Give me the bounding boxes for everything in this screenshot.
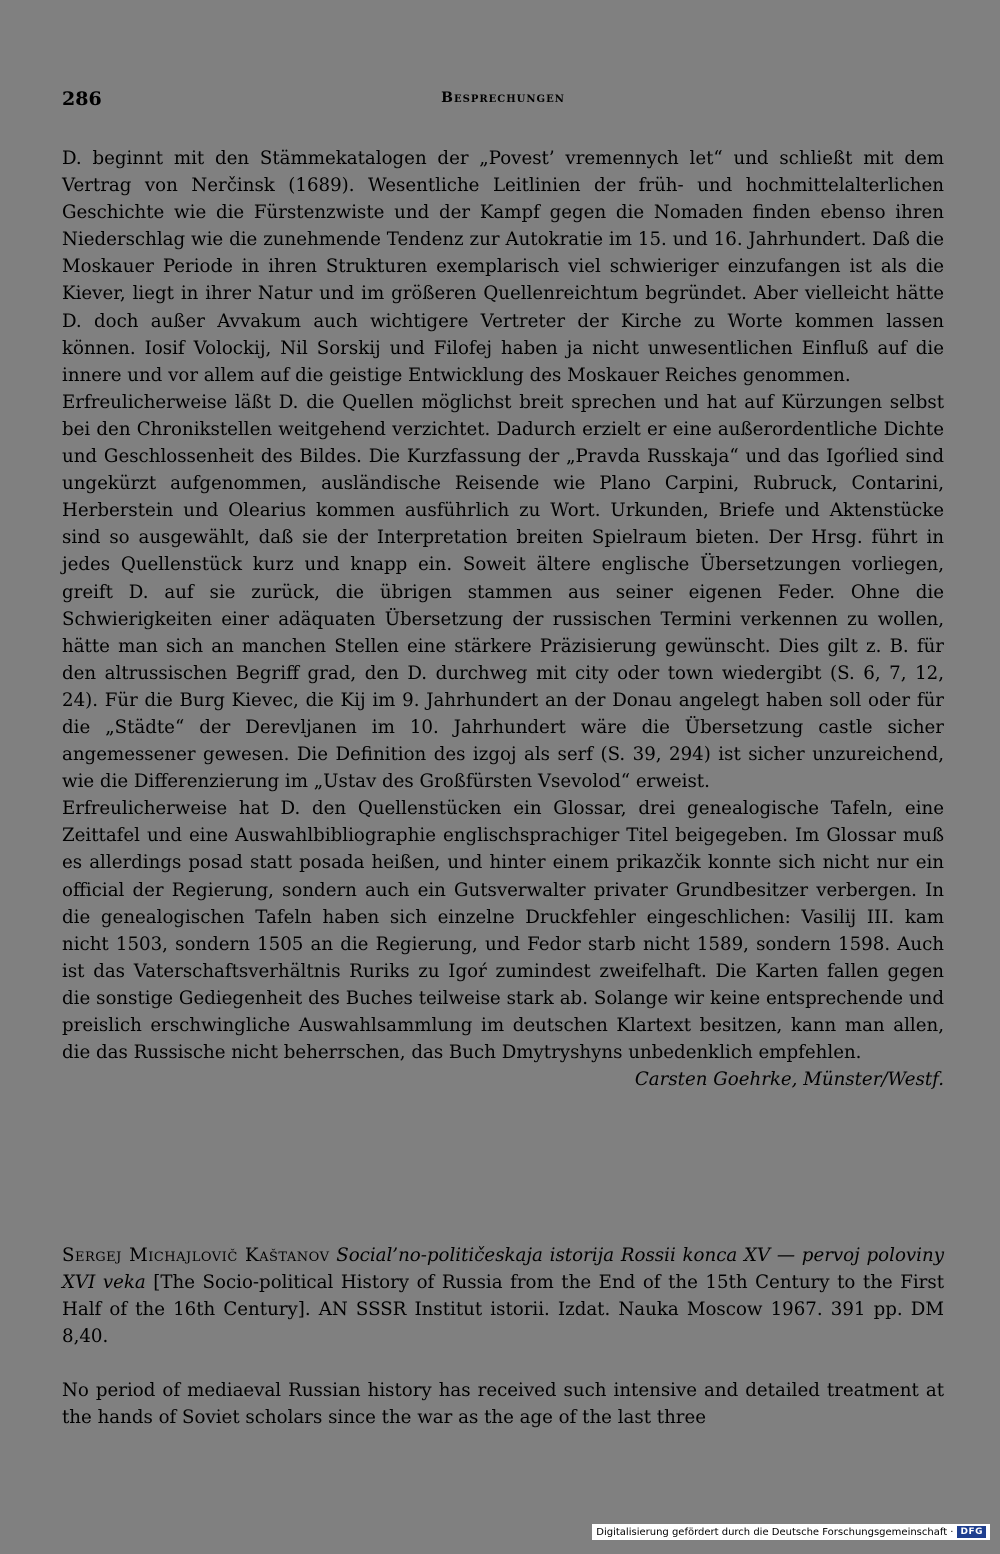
review-author: Sergej Michajlovič Kaštanov (62, 1245, 330, 1266)
page-header (62, 88, 944, 118)
next-review (62, 1242, 944, 1432)
reviewer-signature: Carsten Goehrke, Münster/Westf. (634, 1069, 944, 1091)
review-body: No period of mediaeval Russian history has received such intensive and detailed treatment at the hands of Soviet scholars since the war as the age of the last three (62, 1380, 944, 1429)
running-title: Besprechungen (441, 90, 565, 106)
paragraph-3: Erfreulicherweise hat D. den Quellenstücken ein Glossar, drei genealogische Tafeln, eine Zeittafel und eine Auswahlbibliographie englischsprachiger Titel beigegeben. Im Glossar muß es allerdings posad statt posada heißen, und hinter einem prikazčik konnte sich nicht nur ein official der Regierung, sondern auch ein Gutsverwalter privater Grundbesitzer verbergen. In die genealogischen Tafeln haben sich einzelne Druckfehler eingeschlichen: Vasilij III. kam nicht 1503, sondern 1505 an die Regierung, und Fedor starb nicht 1589, sondern 1598. Auch ist das Vaterschaftsverhältnis Ruriks zu Igoŕ zumindest zweifelhaft. Die Karten fallen gegen die sonstige Gediegenheit des Buches teilweise stark ab. Solange wir keine entsprechende und preislich erschwingliche Auswahlsammlung im deutschen Klartext besitzen, kann man allen, die das Russische nicht beherrschen, das Buch Dmytryshyns unbedenklich empfehlen. (62, 798, 944, 1064)
book-title: Social’no-političeskaja istorija Rossii konca XV — pervoj poloviny XVI veka (62, 1245, 944, 1294)
dfg-logo[interactable]: DFG (957, 1526, 986, 1538)
paragraph-1: D. beginnt mit den Stämmekatalogen der „Povest’ vremennych let“ und schließt mit dem Vertrag von Nerčinsk (1689). Wesentliche Leitlinien der früh- und hochmittelalterlichen Geschichte wie die Fürstenzwiste und der Kampf gegen die Nomaden finden ebenso ihren Niederschlag wie die zunehmende Tendenz zur Autokratie im 15. und 16. Jahrhundert. Daß die Moskauer Periode in ihren Strukturen exemplarisch viel schwieriger einzufangen ist als die Kiever, liegt in ihrer Natur und im größeren Quellenreichtum begründet. Aber vielleicht hätte D. doch außer Avvakum auch wichtigere Vertreter der Kirche zu Worte kommen lassen können. Iosif Volockij, Nil Sorskij und Filofej haben ja nicht unwesentlichen Einfluß auf die innere und vor allem auf die geistige Entwicklung des Moskauer Reiches genommen. (62, 148, 944, 386)
digitization-footer (592, 1524, 990, 1540)
book-details: [The Socio-political History of Russia from the End of the 15th Century to the First Half of the 16th Century]. AN SSSR Institut istorii. Izdat. Nauka Moscow 1967. 391 pp. DM 8,40. (62, 1272, 944, 1348)
review-text (62, 145, 944, 1093)
paragraph-2: Erfreulicherweise läßt D. die Quellen möglichst breit sprechen und hat auf Kürzungen selbst bei den Chronikstellen weitgehend verzichtet. Dadurch erzielt er eine außerordentliche Dichte und Geschlossenheit des Bildes. Die Kurzfassung der „Pravda Russkaja“ und das Igoŕlied sind ungekürzt aufgenommen, ausländische Reisende wie Plano Carpini, Rubruck, Contarini, Herberstein und Olearius kommen ausführlich zu Wort. Urkunden, Briefe und Aktenstücke sind so ausgewählt, daß sie der Interpretation breiten Spielraum bieten. Der Hrsg. führt in jedes Quellenstück kurz und knapp ein. Soweit ältere englische Übersetzungen vorliegen, greift D. auf sie zurück, die übrigen stammen aus seiner eigenen Feder. Ohne die Schwierigkeiten einer adäquaten Übersetzung der russischen Termini verkennen zu wollen, hätte man sich an manchen Stellen eine stärkere Präzisierung gewünscht. Dies gilt z. B. für den altrussischen Begriff grad, den D. durchweg mit city oder town wiedergibt (S. 6, 7, 12, 24). Für die Burg Kievec, die Kij im 9. Jahrhundert an der Donau angelegt haben soll oder für die „Städte“ der Derevljanen im 10. Jahrhundert wäre die Übersetzung castle sicher angemessener gewesen. Die Definition des izgoj als serf (S. 39, 294) ist sicher unzureichend, wie die Differenzierung im „Ustav des Großfürsten Vsevolod“ erweist. (62, 391, 944, 793)
review-citation (62, 1242, 944, 1350)
footer-text: Digitalisierung gefördert durch die Deutsche Forschungsgemeinschaft · (596, 1526, 954, 1538)
page-number: 286 (62, 88, 102, 110)
